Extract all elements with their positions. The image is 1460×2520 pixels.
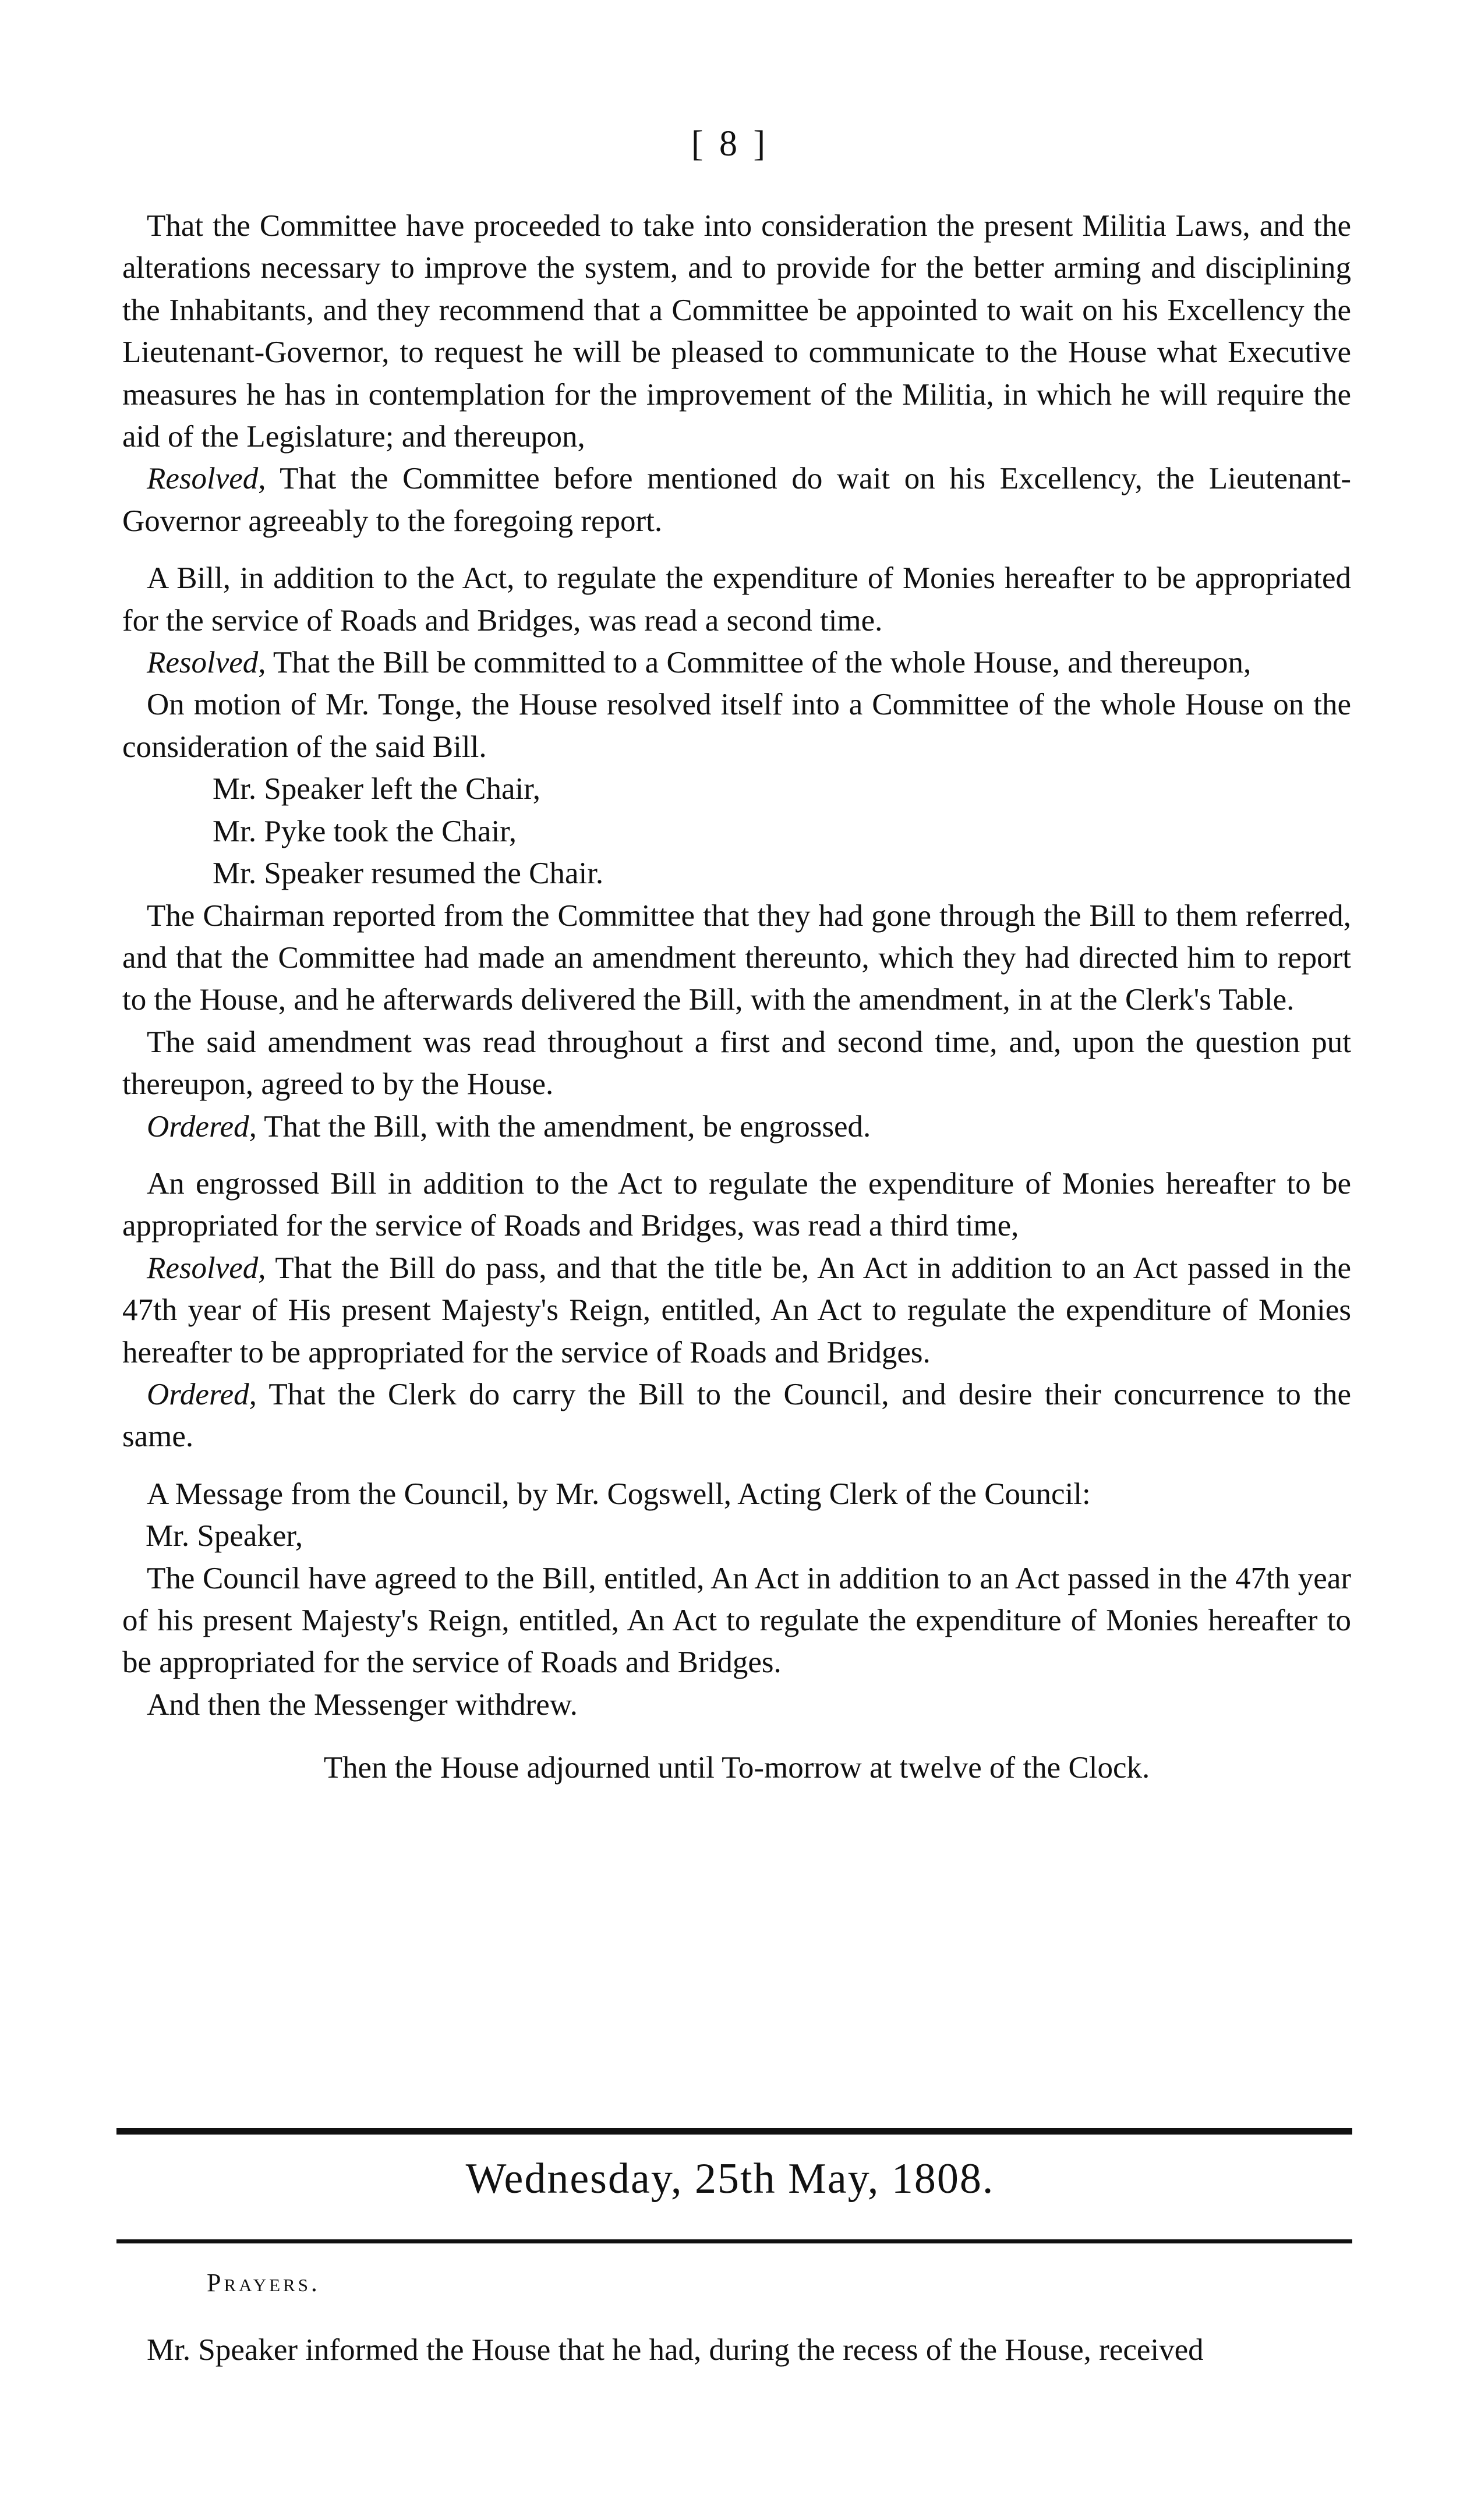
paragraph-text: That the Bill do pass, and that the title be, An Act in addition to an Act passed in the 47th year of His present Majesty's Reign, entitled, An Act to regulate the expenditure of Monies hereafter to be appropriated for the service of Roads and Bridges.	[122, 1251, 1351, 1369]
paragraph-pyke-took: Mr. Pyke took the Chair,	[213, 814, 517, 848]
prayers-heading: Prayers.	[207, 2268, 320, 2297]
paragraph-ordered-engrossed	[122, 1106, 1351, 1148]
paragraph-motion: On motion of Mr. Tonge, the House resolved itself into a Committee of the whole House on the consideration of the said Bill.	[122, 688, 1351, 764]
divider-rule	[116, 2239, 1352, 2243]
paragraph-resolved-commit	[122, 642, 1351, 684]
page-number: [ 8 ]	[691, 124, 769, 164]
resolved-label: Resolved,	[147, 462, 266, 496]
paragraph-resolved-wait	[122, 458, 1351, 542]
ordered-label: Ordered,	[147, 1377, 257, 1411]
paragraph-text: That the Bill, with the amendment, be engrossed.	[264, 1109, 871, 1144]
ordered-label: Ordered,	[147, 1109, 257, 1144]
final-paragraph	[122, 2329, 1351, 2371]
resolved-label: Resolved,	[147, 646, 266, 680]
paragraph-engrossed-bill: An engrossed Bill in addition to the Act to regulate the expenditure of Monies hereafter to be appropriated for the service of Roads and Bridges, was read a third time,	[122, 1166, 1351, 1243]
paragraph-chairman-reported: The Chairman reported from the Committee that they had gone through the Bill to them referred, and that the Committee had made an amendment thereunto, which they had directed him to report to the House, and he afterwards delivered the Bill, with the amendment, in at the Clerk's Table.	[122, 898, 1351, 1017]
paragraph-speaker-resumed: Mr. Speaker resumed the Chair.	[213, 856, 604, 891]
resolved-label: Resolved,	[147, 1251, 266, 1285]
paragraph-resolved-pass	[122, 1247, 1351, 1374]
paragraph-text: That the Committee before mentioned do wait on his Excellency, the Lieutenant-Governor agreeably to the foregoing report.	[122, 462, 1351, 538]
date-heading: Wednesday, 25th May, 1808.	[465, 2155, 995, 2203]
paragraph-messenger-withdrew: And then the Messenger withdrew.	[147, 1687, 578, 1722]
paragraph-text: That the Clerk do carry the Bill to the Council, and desire their concurrence to the same.	[122, 1377, 1351, 1454]
paragraph-mr-speaker: Mr. Speaker,	[146, 1519, 303, 1553]
paragraph-speaker-informed: Mr. Speaker informed the House that he had, during the recess of the House, received	[147, 2333, 1204, 2367]
paragraph-committee-report: That the Committee have proceeded to take into consideration the present Militia Laws, and the alterations necessary to improve the system, and to provide for the better arming and disciplining the Inhabitants, and they recommend that a Committee be appointed to wait on his Excellency the Lieutenant-Governor, to request he will be pleased to communicate to the House what Executive measures he has in contemplation for the improvement of the Militia, in which he will require the aid of the Legislature; and thereupon,	[122, 209, 1351, 454]
paragraph-amendment-read: The said amendment was read throughout a first and second time, and, upon the question put thereupon, agreed to by the House.	[122, 1025, 1351, 1102]
paragraph-text: That the Bill be committed to a Committee of the whole House, and thereupon,	[273, 646, 1252, 680]
paragraph-message-council: A Message from the Council, by Mr. Cogswell, Acting Clerk of the Council:	[147, 1477, 1091, 1511]
paragraph-speaker-left: Mr. Speaker left the Chair,	[213, 772, 541, 806]
paragraph-ordered-clerk	[122, 1374, 1351, 1458]
body-text	[122, 205, 1351, 1789]
paragraph-bill-second-reading: A Bill, in addition to the Act, to regulate the expenditure of Monies hereafter to be appropriated for the service of Roads and Bridges, was read a second time.	[122, 561, 1351, 638]
divider-rule	[116, 2128, 1352, 2133]
divider-rule-thin	[116, 2133, 1352, 2135]
paragraph-house-adjourned: Then the House adjourned until To-morrow at twelve of the Clock.	[323, 1751, 1150, 1785]
paragraph-council-agreed: The Council have agreed to the Bill, entitled, An Act in addition to an Act passed in the 47th year of his present Majesty's Reign, entitled, An Act to regulate the expenditure of Monies hereafter to be appropriated for the service of Roads and Bridges.	[122, 1561, 1351, 1680]
